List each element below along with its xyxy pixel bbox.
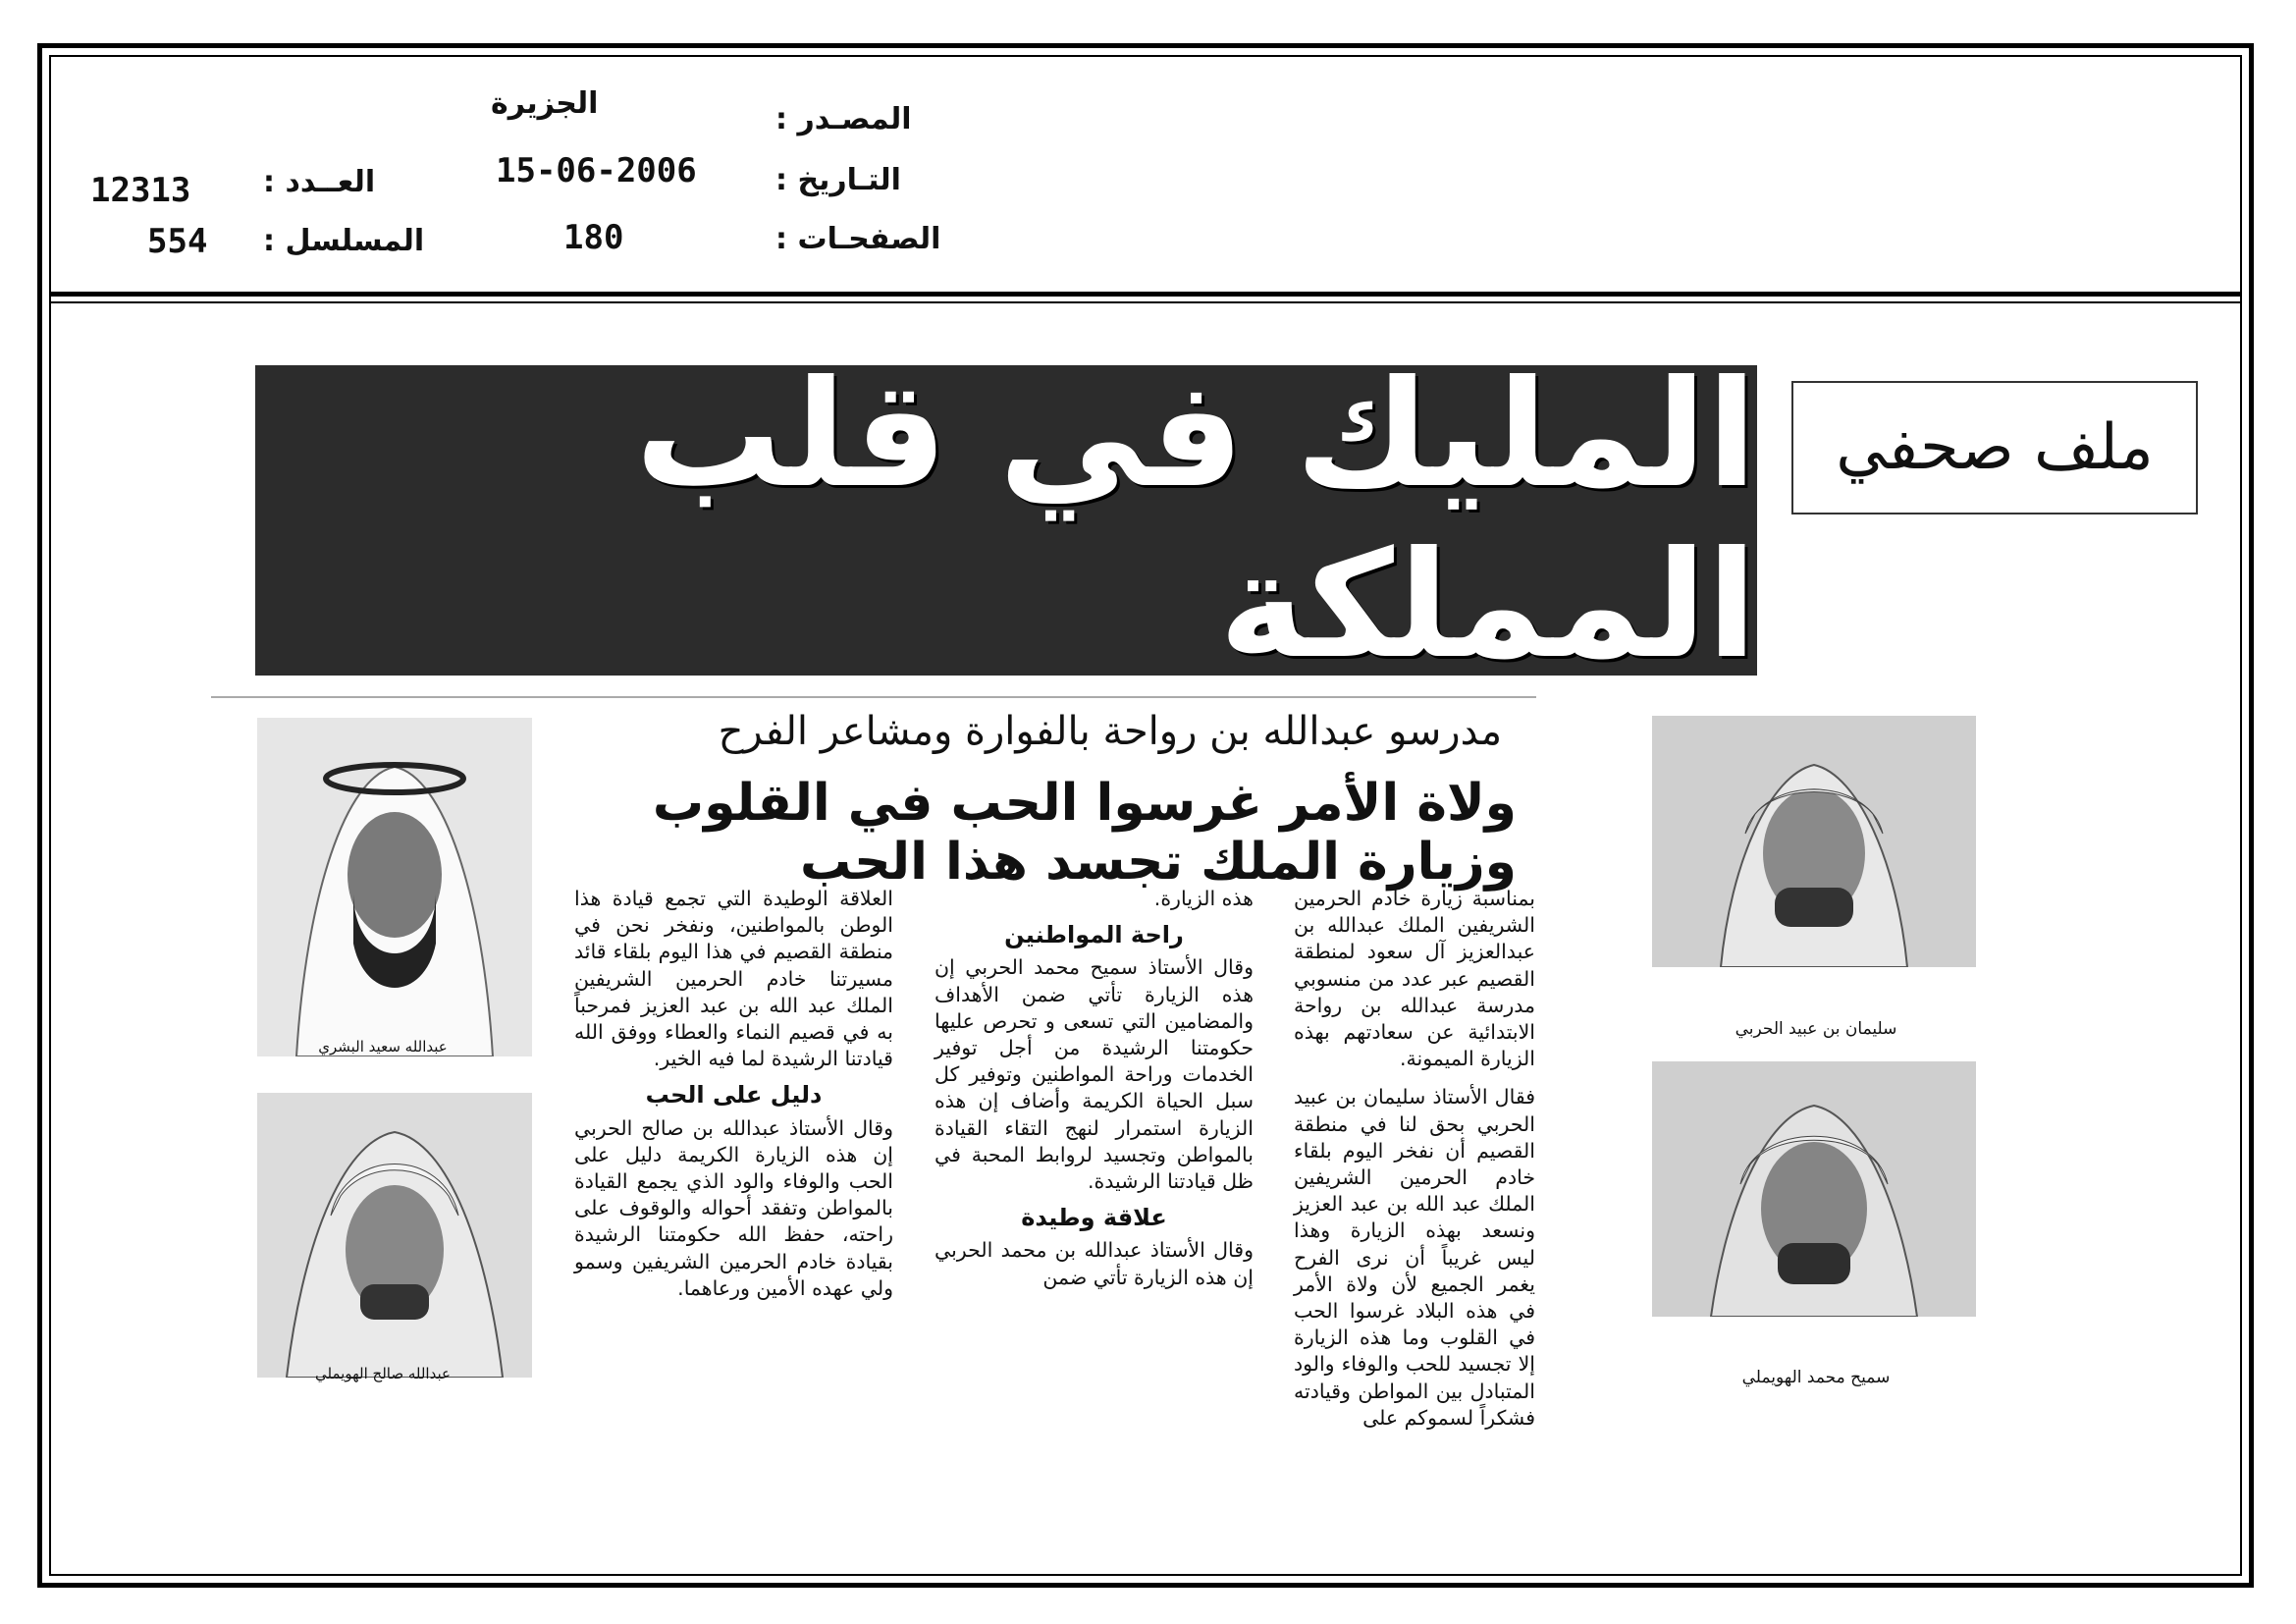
section-heading: دليل على الحب — [645, 1081, 823, 1110]
section-heading: راحة المواطنين — [1004, 921, 1184, 949]
person-icon — [1652, 1061, 1976, 1317]
photo-caption: عبدالله صالح الهويملي — [315, 1365, 451, 1382]
paragraph: هذه الزيارة. — [1153, 887, 1254, 910]
header-divider-thin — [49, 301, 2242, 303]
paragraph: فقال الأستاذ سليمان بن عبيد الحربي بحق لنا في منطقة القصيم أن نفخر اليوم بلقاء خادم الحرمين الشريفين الملك عبد الله بن عبد العزيز ونسعد بهذه الزيارة وهذا ليس غريباً أن نرى الفرح يغمر الجميع لأن ولاة الأمر في هذه البلاد غرسوا الحب في القلوب وما هذه الزيارة إلا تجسيد للحب والوفاء والود المتبادل بين المواطن وقيادته فشكراً لسموكم على — [1294, 1085, 1535, 1430]
serial-label: المسلسل : — [263, 224, 425, 258]
serial-value: 554 — [147, 222, 208, 261]
portrait-photo — [257, 1093, 532, 1378]
article-column-3 — [574, 886, 893, 1302]
article-column-2 — [934, 886, 1254, 1291]
paragraph: وقال الأستاذ سميح محمد الحربي إن هذه الزيارة تأتي ضمن الأهداف والمضامين التي تسعى و تحرص عليها حكومتنا الرشيدة من أجل توفير الخدمات وراحة المواطنين وتوفير كل سبل الحياة الكريمة وأضاف إن هذه الزيارة استمرار لنهج التقاء القيادة بالمواطن وتجسيد لروابط المحبة في ظل قيادتنا الرشيدة. — [934, 955, 1254, 1194]
header-divider — [49, 292, 2242, 297]
person-icon — [257, 1093, 532, 1378]
article-top-rule — [211, 696, 1536, 698]
article-subtitle: مدرسو عبدالله بن رواحة بالفوارة ومشاعر الفرح — [718, 709, 1502, 754]
date-label: التـاريخ : — [775, 163, 901, 197]
issue-label: العــدد : — [263, 165, 376, 199]
paragraph: بمناسبة زيارة خادم الحرمين الشريفين الملك عبدالله بن عبدالعزيز آل سعود لمنطقة القصيم عبر عدد من منسوبي مدرسة عبدالله بن رواحة الابتدائية عن سعادتهم بهذه الزيارة الميمونة. — [1294, 887, 1535, 1071]
press-file-label: ملف صحفي — [1791, 381, 2198, 514]
article-column-1 — [1294, 886, 1535, 1432]
date-value: 15-06-2006 — [496, 151, 697, 190]
portrait-photo — [1652, 1061, 1976, 1317]
section-heading: علاقة وطيدة — [1021, 1204, 1167, 1232]
paragraph: وقال الأستاذ عبدالله بن صالح الحربي إن هذه الزيارة الكريمة دليل على الحب والوفاء والود الذي يجمع القيادة بالمواطن وتفقد أحواله والوقوف على راحته، حفظ الله حكومتنا الرشيدة بقيادة خادم الحرمين الشريفين وسمو ولي عهده الأمين ورعاهما. — [574, 1115, 893, 1300]
person-icon — [257, 718, 532, 1056]
photo-caption: سليمان بن عبيد الحربي — [1735, 1019, 1897, 1039]
source-value: الجزيرة — [491, 86, 599, 121]
pages-value: 180 — [563, 218, 624, 257]
banner-title: المليك في قلب المملكة — [255, 365, 1757, 676]
photo-caption: سميح محمد الهويملي — [1741, 1368, 1891, 1387]
paragraph: وقال الأستاذ عبدالله بن محمد الحربي إن هذه الزيارة تأتي ضمن — [934, 1238, 1254, 1289]
issue-value: 12313 — [90, 171, 191, 210]
person-icon — [1652, 716, 1976, 967]
portrait-photo — [1652, 716, 1976, 967]
article-headline: ولاة الأمر غرسوا الحب في القلوب وزيارة الملك تجسد هذا الحب — [652, 774, 1517, 892]
source-label: المصـدر : — [775, 102, 912, 136]
photo-caption: عبدالله سعيد البشري — [318, 1038, 448, 1056]
portrait-photo — [257, 718, 532, 1056]
paragraph: العلاقة الوطيدة التي تجمع قيادة هذا الوطن بالمواطنين، ونفخر نحن في منطقة القصيم في هذا اليوم بلقاء قائد مسيرتنا خادم الحرمين الشريفين الملك عبد الله بن عبد العزيز فمرحباً به في قصيم النماء والعطاء ووفق الله قيادتنا الرشيدة لما فيه الخير. — [574, 887, 893, 1071]
pages-label: الصفحـات : — [775, 222, 941, 256]
